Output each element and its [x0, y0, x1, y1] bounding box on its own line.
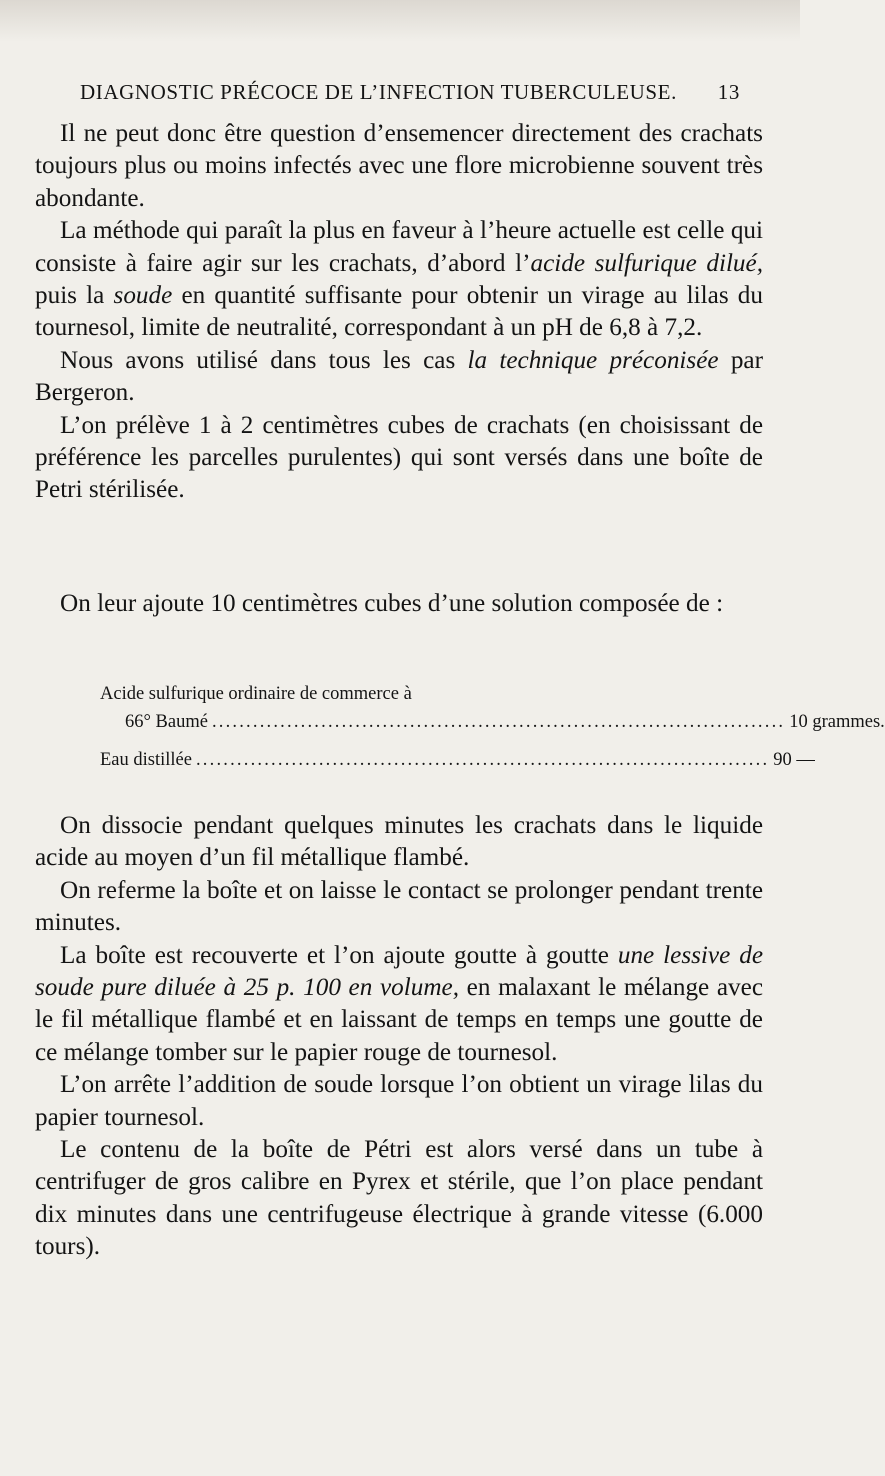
paragraph-3: Nous avons utilisé dans tous les cas la technique préconisée par Bergeron.: [35, 346, 763, 407]
running-header: [80, 80, 740, 105]
paragraph-7: On referme la boîte et on laisse le contact se prolonger pendant trente minutes.: [35, 876, 763, 937]
paragraph-5: On leur ajoute 10 centimètres cubes d’une solution composée de :: [60, 590, 724, 617]
paragraph-9: L’on arrête l’addition de soude lorsque l’on obtient un virage lilas du papier tournesol.: [35, 1071, 763, 1131]
leader-dots: ....................................................................................: [195, 750, 770, 770]
page-number: 13: [717, 80, 740, 104]
paragraph-1: Il ne peut donc être question d’ensemencer directement des crachats toujours plus ou moins infectés avec une flore microbienne souvent très abondante.: [35, 120, 763, 212]
text-block-bottom: [35, 810, 763, 1264]
text-block-solution: [35, 588, 763, 620]
paragraph-10: Le contenu de la boîte de Pétri est alors versé dans un tube à centrifuger de gros calibre en Pyrex et stérile, que l’on place pendant dix minutes dans une centrifugeuse électrique à grande vitesse (6.000 tours).: [35, 1136, 763, 1261]
paragraph-8: La boîte est recouverte et l’on ajoute goutte à goutte une lessive de soude pure diluée à 25 p. 100 en volume, en malaxant le mélange avec le fil métallique flambé et en laissant de temps en temps une goutte de ce mélange tomber sur le papier rouge de tournesol.: [35, 941, 764, 1066]
scan-shadow: [0, 0, 800, 42]
recipe-line-acid: Acide sulfurique ordinaire de commerce à: [100, 684, 412, 704]
paragraph-4: L’on prélève 1 à 2 centimètres cubes de crachats (en choisissant de préférence les parcelles purulentes) qui sont versés dans une boîte de Petri stérilisée.: [35, 411, 763, 504]
running-title: DIAGNOSTIC PRÉCOCE DE L’INFECTION TUBERCULEUSE.: [80, 80, 677, 104]
recipe-line-water: Eau distillée .................................................................................... 90 —: [100, 746, 690, 774]
paragraph-2: La méthode qui paraît la plus en faveur à l’heure actuelle est celle qui consiste à faire agir sur les crachats, d’abord l’acide sulfurique dilué, puis la soude en quantité suffisante pour obtenir un virage au lilas du tournesol, limite de neutralité, correspondant à un pH de 6,8 à 7,2.: [35, 217, 764, 342]
text-block-top: [35, 118, 763, 507]
recipe-table: [100, 680, 885, 774]
recipe-line-baume: 66° Baumé .................................................................................... 10 grammes.: [100, 708, 690, 736]
paragraph-6: On dissocie pendant quelques minutes les crachats dans le liquide acide au moyen d’un fil métallique flambé.: [35, 812, 763, 872]
leader-dots: ....................................................................................: [211, 712, 786, 732]
